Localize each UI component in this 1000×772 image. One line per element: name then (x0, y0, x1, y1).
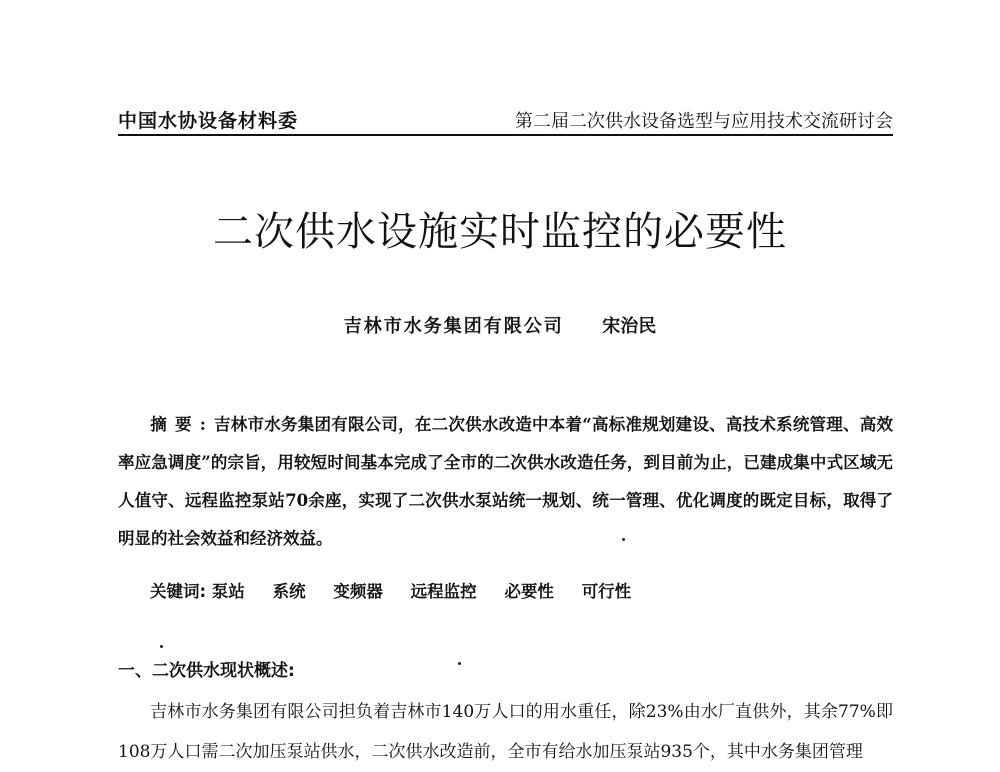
abstract (118, 406, 893, 558)
paper-title: 二次供水设施实时监控的必要性 (213, 209, 787, 255)
scan-speck (458, 662, 461, 665)
body-paragraph (118, 692, 893, 772)
header-rule (118, 134, 893, 136)
author-affiliation: 吉林市水务集团有限公司 (343, 316, 564, 337)
keyword: 可行性 (581, 582, 632, 601)
abstract-label: 摘要: (150, 415, 214, 434)
author-line (0, 312, 1000, 338)
scan-speck (160, 645, 163, 648)
keyword: 变频器 (333, 582, 383, 601)
keyword: 泵站 (211, 582, 245, 601)
scan-speck (622, 538, 625, 541)
body-text: 吉林市水务集团有限公司担负着吉林市140万人口的用水重任，除23%由水厂直供外，其余77%即108万人口需二次加压泵站供水，二次供水改造前，全市有给水加压泵站935个，其中水务集团管理 (118, 702, 893, 762)
header-right: 第二届二次供水设备选型与应用技术交流研讨会 (515, 111, 893, 132)
keywords-label: 关键词: (150, 582, 207, 601)
header-left: 中国水协设备材料委 (118, 110, 299, 132)
author-name: 宋治民 (602, 316, 657, 337)
keyword: 系统 (272, 582, 306, 601)
keyword: 必要性 (504, 582, 554, 601)
keyword: 远程监控 (410, 582, 477, 601)
abstract-text: 吉林市水务集团有限公司，在二次供水改造中本着“高标准规划建设、高技术系统管理、高效率应急调度”的宗旨，用较短时间基本完成了全市的二次供水改造任务，到目前为止，已建成集中式区域无人值守、远程监控泵站70余座，实现了二次供水泵站统一规划、统一管理、优化调度的既定目标，取得了明显的社会效益和经济效益。 (118, 415, 893, 548)
keywords (150, 578, 653, 602)
section-heading: 一、二次供水现状概述: (118, 661, 295, 681)
running-header (118, 104, 893, 136)
